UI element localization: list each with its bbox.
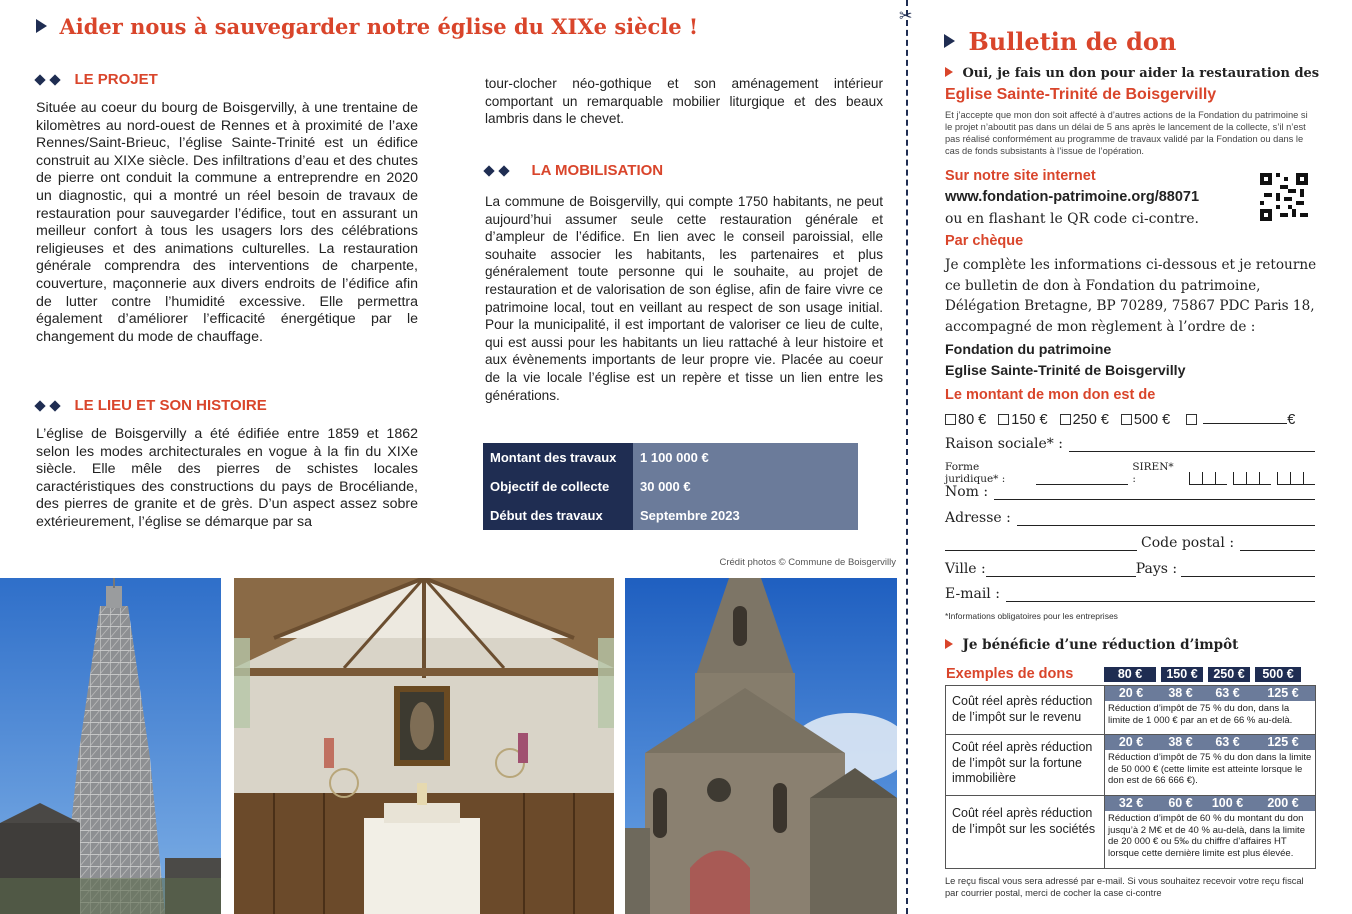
checkbox[interactable]: [998, 414, 1009, 425]
code-postal-field: Code postal :: [945, 535, 1315, 551]
checkbox[interactable]: [945, 414, 956, 425]
nom-field: Nom :: [945, 484, 1315, 500]
triangle-small-icon: [945, 67, 953, 77]
diamond-icon: [49, 400, 60, 411]
church-exterior-photo: [625, 578, 897, 914]
disclaimer: Et j’accepte que mon don soit affecté à d’autres actions de la Fondation du patrimoine si le projet n’aboutit pas dans un délai de 5 ans après le lancement de la collecte, s’il n’est pas réalisé conformément au programme de travaux validé par la Fondation ou dans le cas de fonds subsistants à l’issue de l’opération.: [945, 110, 1308, 156]
facts-table: [483, 443, 858, 530]
bulletin-title: Bulletin de don: [944, 27, 1176, 56]
amount-heading: Le montant de mon don est de: [945, 387, 1156, 403]
amount-option-500[interactable]: 500 €: [1121, 412, 1170, 428]
tax-table: [945, 685, 1316, 869]
order-line-2: Eglise Sainte-Trinité de Boisgervilly: [945, 363, 1186, 379]
church-interior-photo: [234, 578, 614, 914]
pays-input[interactable]: [1181, 562, 1315, 577]
diamond-icon: [34, 400, 45, 411]
mobilisation-text: La commune de Boisgervilly, qui compte 1750 habitants, ne peut aujourd’hui assumer seule cette restauration générale et d’ampleur de l’édifice. En lien avec le conseil paroissial, elle souhaite associer les habitants, les partenaires et plus généralement toute personne qui le souhaite, au projet de restauration et de valorisation de son église, afin de faire vivre ce patrimoine local, tout en veillant au respect de son usage initial. Pour la municipalité, il est important de valoriser ce lieu de culte, qui est aussi pour les habitants un lieu rattaché à leur histoire et aux évènements importants de leur propre vie. Placée au coeur de la vie locale l’église est un repère et tisse un lien entre les générations.: [485, 194, 883, 403]
main-title: Aider nous à sauvegarder notre église du XIXe siècle !: [36, 14, 698, 39]
code-postal-input[interactable]: [1240, 536, 1315, 551]
qr-code-icon[interactable]: [1260, 173, 1308, 221]
cheque-heading: Par chèque: [945, 233, 1024, 249]
table-row: Coût réel après réduction de l’impôt sur les sociétés 32 € 60 € 100 € 200 € Réduction d’impôt de 60 % du montant du don jusqu’à 2 M€ et de 40 % au-delà, dans la limite de 20 000 € ou 5‰ du chiffre d’affaires HT lorsque cette dernière limite est plus élevée.: [946, 796, 1315, 868]
adresse-input[interactable]: [1017, 511, 1315, 526]
site-heading: Sur notre site internet: [945, 168, 1096, 184]
facts-row: Montant des travaux 1 100 000 €: [483, 443, 858, 472]
checkbox[interactable]: [1121, 414, 1132, 425]
scaffold-tower-photo: [0, 578, 221, 914]
col2-continuation: tour-clocher néo-gothique et son aménagement intérieur comportant un remarquable mobilier liturgique et des beaux lambris dans le chevet.: [485, 76, 883, 127]
amount-option-250[interactable]: 250 €: [1060, 412, 1109, 428]
nom-input[interactable]: [994, 485, 1315, 500]
cheque-text: Je complète les informations ci-dessous et je retourne ce bulletin de don à Fondation du patrimoine, Délégation Bretagne, BP 70289, 75867 PDC Paris 18, accompagné de mon règlement à l’ordre de :: [945, 257, 1317, 335]
facts-row: Objectif de collecte 30 000 €: [483, 472, 858, 501]
diamond-icon: [498, 165, 509, 176]
amount-option-150[interactable]: 150 €: [998, 412, 1047, 428]
lieu-text: L’église de Boisgervilly a été édifiée entre 1859 et 1862 selon les modes architecturales en vogue à la fin du XIXe siècle. Elle mêle des pierres de schistes locales caractéristiques des constructions du pays de Brocéliande, des pierres de granite et de grès. D’un aspect assez sobre extérieurement, l’église se démarque par sa: [36, 426, 418, 530]
raison-input[interactable]: [1069, 437, 1315, 452]
donation-headers: 80 € 150 € 250 € 500 €: [1104, 667, 1301, 682]
projet-text: Située au coeur du bourg de Boisgervilly, à une trentaine de kilomètres au nord-ouest de Rennes et à proximité de l’axe Rennes/Saint-Brieuc, l’église Sainte-Trinité est un édifice construit au XIXe siècle. Des infiltrations d’eau et des chutes de pierre ont conduit la commune a entreprendre en 2020 un diagnostic, qui a montré un réel besoin de travaux de restauration pour sauvegarder l’édifice, tout en assurant un meilleur confort à tous les usagers lors des célébrations religieuses et des animations culturelles. La restauration générale comprendra des interventions de charpente, couverture, maçonnerie aux divers endroits de l’édifice afin de lutter contre l’humidité excessive. Elle permettra également d’améliorer l’efficacité énergétique par le changement du mode de chauffage.: [36, 100, 418, 345]
amount-option-80[interactable]: 80 €: [945, 412, 986, 428]
photo-credit: Crédit photos © Commune de Boisgervilly: [719, 557, 896, 568]
amount-options: [945, 412, 1295, 428]
projet-heading: LE PROJET: [36, 71, 158, 89]
site-or: ou en flashant le QR code ci-contre.: [945, 211, 1200, 227]
forme-field: Forme juridique* : SIREN* :: [945, 461, 1315, 485]
email-field: E-mail :: [945, 586, 1315, 602]
raison-field: Raison sociale* :: [945, 436, 1315, 452]
footer-note: Le reçu fiscal vous sera adressé par e-mail. Si vous souhaitez recevoir votre reçu fiscal par courrier postal, merci de cocher la case ci-contre: [945, 876, 1304, 898]
triangle-bullet-icon: [944, 34, 955, 48]
order-line-1: Fondation du patrimoine: [945, 342, 1112, 358]
table-row: Coût réel après réduction de l’impôt sur la fortune immobilière 20 € 38 € 63 € 125 € Réduction d’impôt de 75 % du don dans la limite de 50 000 € (cette limite est atteinte lorsque le don est de 66 666 €).: [946, 735, 1315, 796]
adresse-field: Adresse :: [945, 510, 1315, 526]
checkbox[interactable]: [1186, 414, 1197, 425]
site-url[interactable]: www.fondation-patrimoine.org/88071: [945, 189, 1200, 205]
cut-line: [906, 0, 908, 914]
diamond-icon: [49, 74, 60, 85]
scissors-icon: ✂: [899, 8, 913, 25]
diamond-icon: [483, 165, 494, 176]
email-input[interactable]: [1006, 587, 1315, 602]
lieu-heading: LE LIEU ET SON HISTOIRE: [36, 397, 267, 415]
triangle-bullet-icon: [36, 19, 47, 33]
adresse-line-2-input[interactable]: [945, 536, 1137, 551]
checkbox[interactable]: [1060, 414, 1071, 425]
ville-pays-field: Ville : Pays :: [945, 561, 1315, 577]
mandatory-note: *Informations obligatoires pour les entreprises: [945, 611, 1118, 621]
ville-input[interactable]: [986, 562, 1136, 577]
amount-option-other[interactable]: €: [1186, 412, 1295, 428]
church-name: Eglise Sainte-Trinité de Boisgervilly: [945, 86, 1217, 103]
diamond-icon: [34, 74, 45, 85]
facts-row: Début des travaux Septembre 2023: [483, 501, 858, 530]
table-row: Coût réel après réduction de l’impôt sur le revenu 20 € 38 € 63 € 125 € Réduction d’impôt de 75 % du don, dans la limite de 1 000 € par an et de 66 % au-delà.: [946, 686, 1315, 735]
bulletin-intro: Oui, je fais un don pour aider la restauration des: [945, 64, 1319, 82]
amount-other-input[interactable]: [1203, 423, 1287, 424]
mobilisation-heading: LA MOBILISATION: [485, 162, 663, 180]
examples-heading: Exemples de dons: [946, 666, 1074, 682]
triangle-small-icon: [945, 639, 953, 649]
reduction-heading: Je bénéficie d’une réduction d’impôt: [945, 636, 1238, 654]
